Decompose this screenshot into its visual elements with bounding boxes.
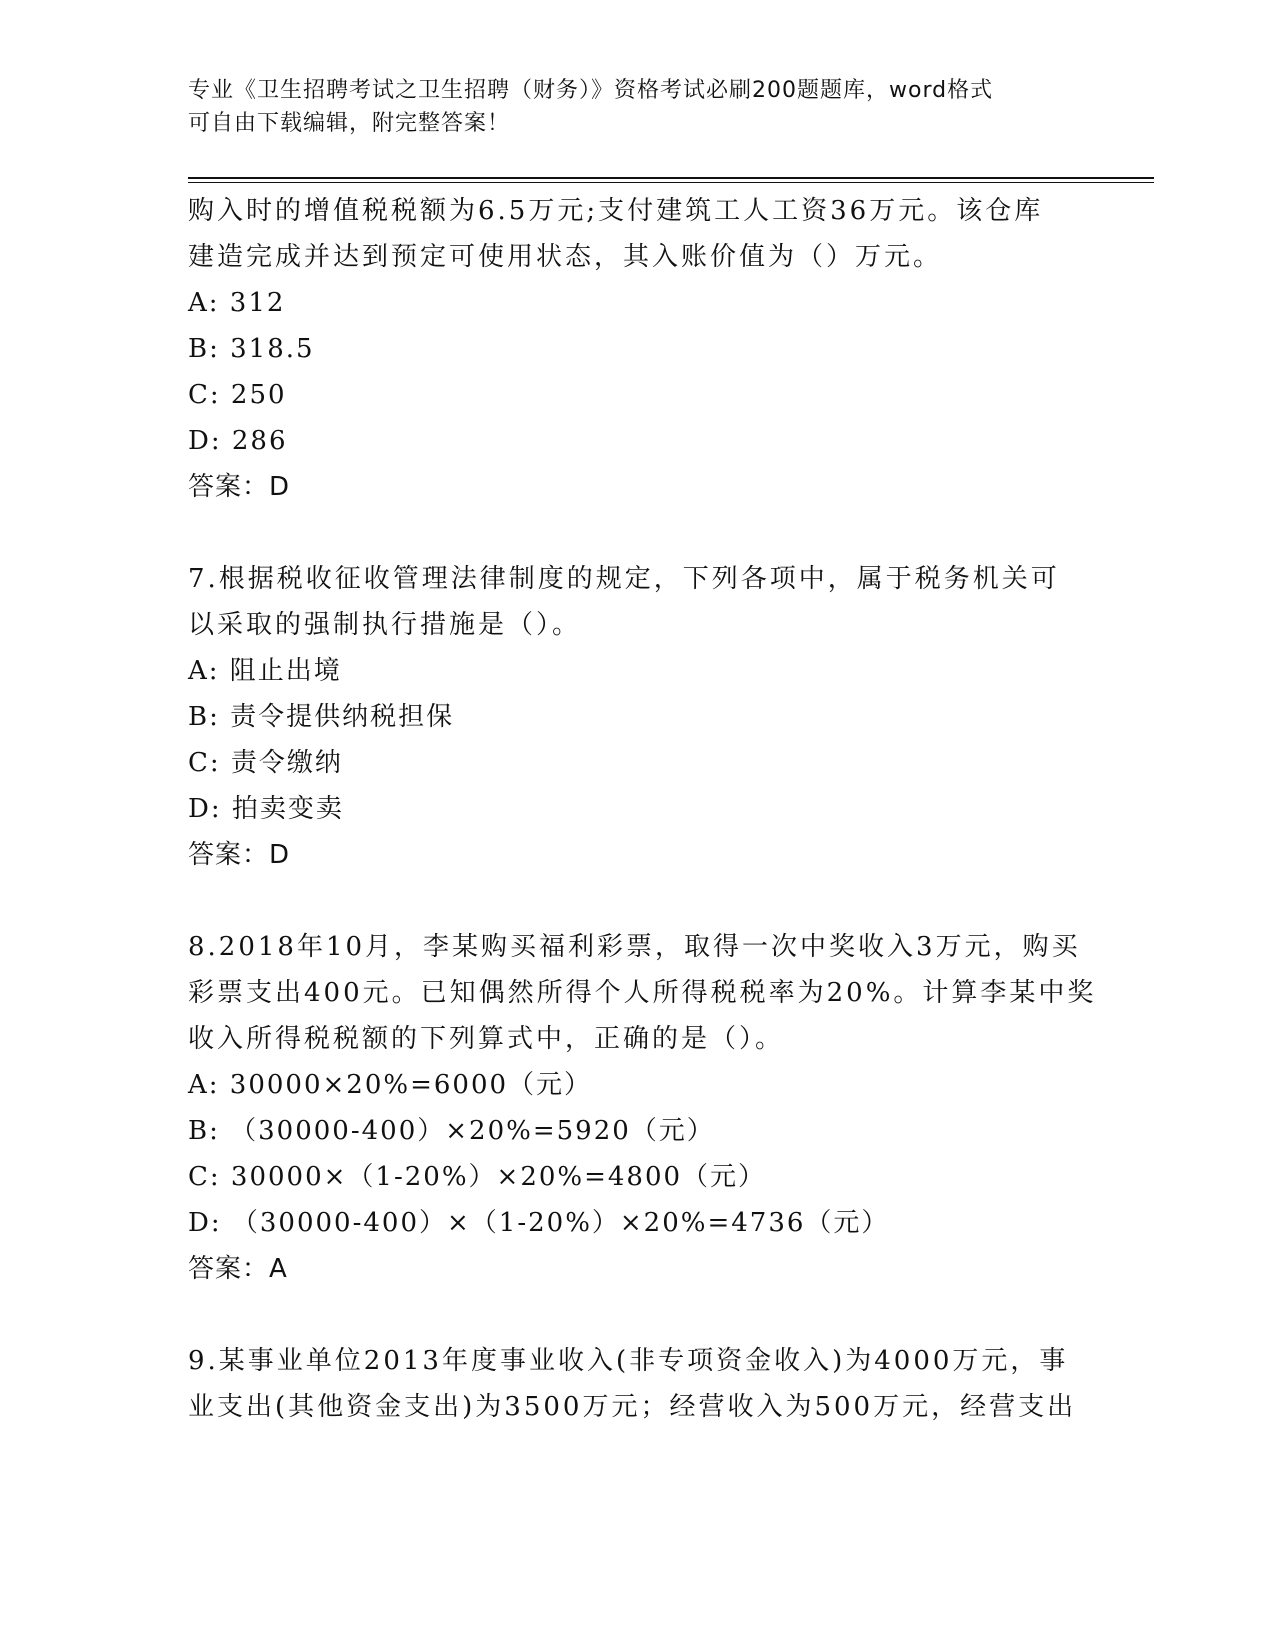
answer: 答案：A: [188, 1254, 288, 1284]
question-stem-line: 以采取的强制执行措施是（）。: [188, 610, 582, 640]
question-7: [188, 556, 1088, 878]
question-6: [188, 188, 1088, 510]
option-c: C: 30000×（1-20%）×20%=4800（元）: [188, 1162, 767, 1192]
question-8: [188, 924, 1097, 1292]
question-stem-line: 8.2018年10月，李某购买福利彩票，取得一次中奖收入3万元，购买: [188, 932, 1081, 962]
header-divider-thin: [188, 182, 1154, 183]
option-c: C: 责令缴纳: [188, 748, 343, 778]
option-b: B: （30000-400）×20%=5920（元）: [188, 1116, 715, 1146]
header-line-2: 可自由下载编辑，附完整答案！: [188, 111, 511, 136]
question-stem-line: 7.根据税收征收管理法律制度的规定，下列各项中，属于税务机关可: [188, 564, 1060, 594]
option-d: D: 拍卖变卖: [188, 794, 344, 824]
question-9: [188, 1338, 1088, 1430]
question-stem-line: 建造完成并达到预定可使用状态，其入账价值为（）万元。: [188, 242, 943, 272]
option-b: B: 责令提供纳税担保: [188, 702, 455, 732]
answer: 答案：D: [188, 472, 291, 502]
option-a: A: 30000×20%=6000（元）: [188, 1070, 593, 1100]
option-d: D: （30000-400）×（1-20%）×20%=4736（元）: [188, 1208, 890, 1238]
question-stem-line: 收入所得税税额的下列算式中，正确的是（）。: [188, 1024, 785, 1054]
question-stem-line: 购入时的增值税税额为6.5万元;支付建筑工人工资36万元。该仓库: [188, 196, 1044, 226]
question-stem-line: 彩票支出400元。已知偶然所得个人所得税税率为20%。计算李某中奖: [188, 978, 1097, 1008]
option-b: B: 318.5: [188, 334, 315, 364]
option-d: D: 286: [188, 426, 288, 456]
spacer: [188, 1292, 1088, 1338]
question-list: [188, 188, 1097, 1430]
header-divider-thick: [188, 177, 1154, 179]
question-stem-line: 9.某事业单位2013年度事业收入(非专项资金收入)为4000万元，事: [188, 1346, 1069, 1376]
option-a: A: 312: [188, 288, 286, 318]
answer: 答案：D: [188, 840, 291, 870]
question-stem-line: 业支出(其他资金支出)为3500万元；经营收入为500万元，经营支出: [188, 1392, 1077, 1422]
spacer: [188, 878, 1088, 924]
option-a: A: 阻止出境: [188, 656, 342, 686]
spacer: [188, 510, 1088, 556]
option-c: C: 250: [188, 380, 287, 410]
document-header: [188, 74, 1088, 140]
header-line-1: 专业《卫生招聘考试之卫生招聘（财务）》资格考试必刷200题题库，word格式: [188, 78, 994, 103]
